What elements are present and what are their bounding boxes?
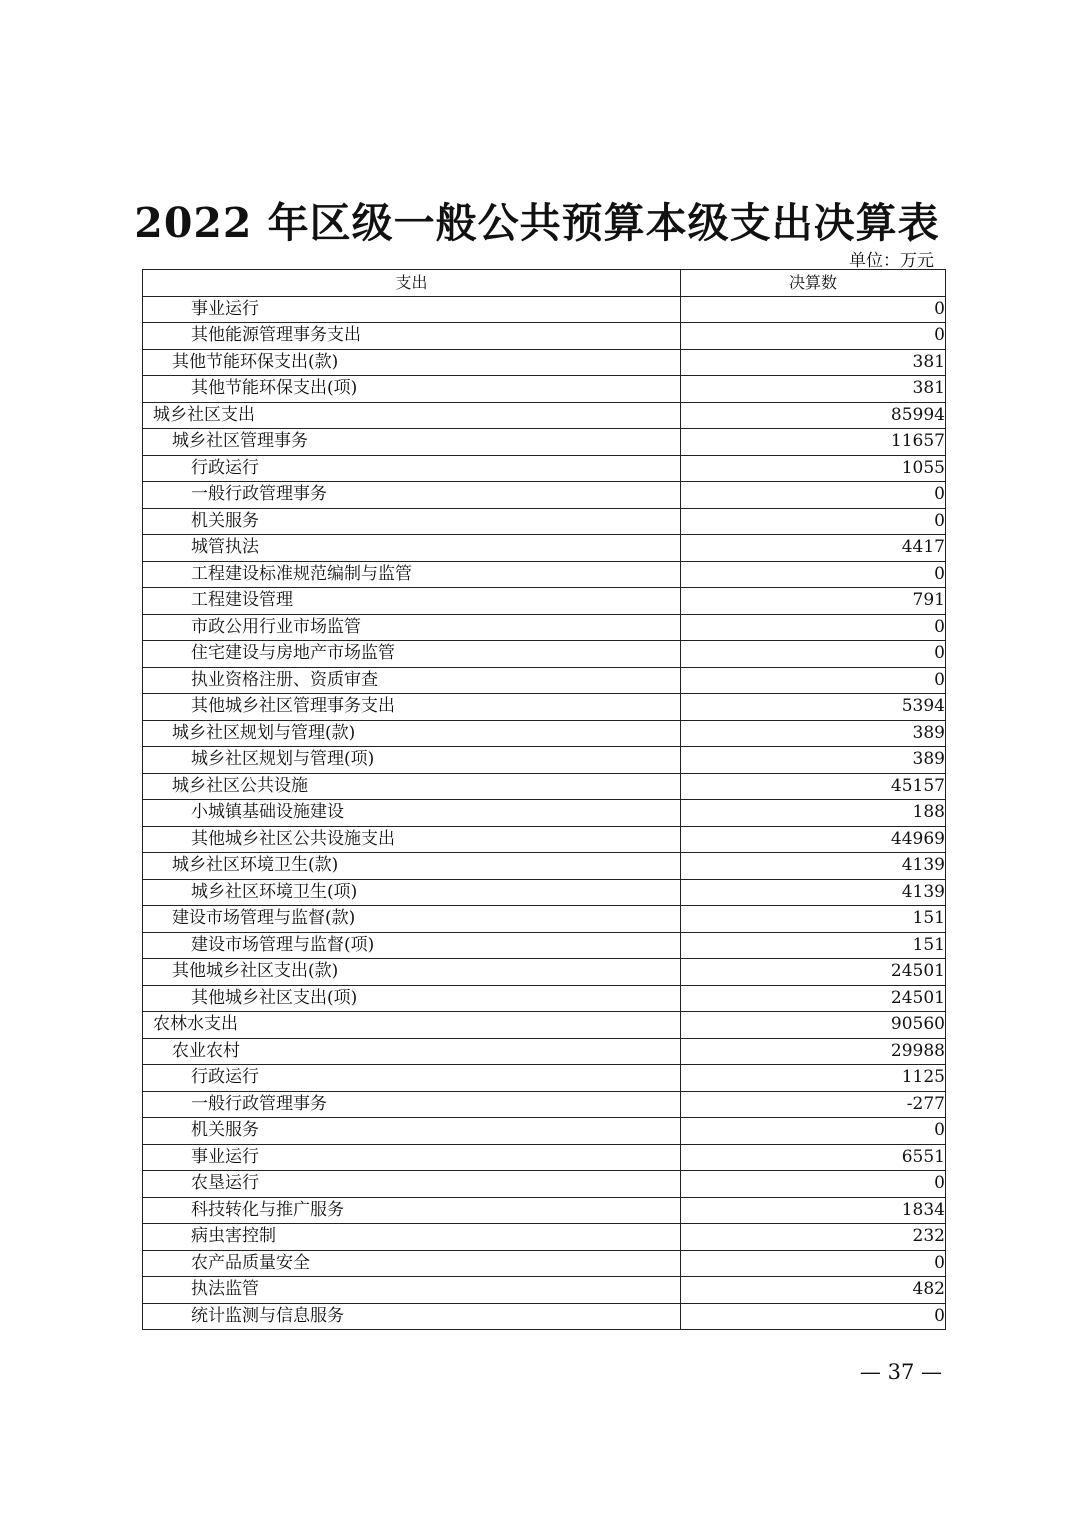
row-item-name: 农林水支出 (143, 1012, 681, 1039)
table-row (143, 1303, 946, 1330)
row-item-name: 机关服务 (143, 508, 681, 535)
row-item-value: 389 (681, 747, 946, 774)
row-item-value: 45157 (681, 773, 946, 800)
row-item-value: 482 (681, 1277, 946, 1304)
table-row (143, 1224, 946, 1251)
row-item-value: 0 (681, 296, 946, 323)
row-item-name: 其他节能环保支出(款) (143, 349, 681, 376)
row-item-name: 执法监管 (143, 1277, 681, 1304)
row-item-value: 0 (681, 1250, 946, 1277)
row-item-value: 0 (681, 508, 946, 535)
row-item-name: 机关服务 (143, 1118, 681, 1145)
table-row (143, 694, 946, 721)
row-item-value: 90560 (681, 1012, 946, 1039)
table-row (143, 1171, 946, 1198)
row-item-value: 4139 (681, 879, 946, 906)
row-item-value: 0 (681, 641, 946, 668)
row-item-name: 其他城乡社区公共设施支出 (143, 826, 681, 853)
table-row (143, 747, 946, 774)
table-row (143, 932, 946, 959)
row-item-value: 1055 (681, 455, 946, 482)
row-item-name: 行政运行 (143, 455, 681, 482)
row-item-value: 0 (681, 1303, 946, 1330)
row-item-name: 住宅建设与房地产市场监管 (143, 641, 681, 668)
table-row (143, 429, 946, 456)
row-item-name: 一般行政管理事务 (143, 482, 681, 509)
row-item-value: 4417 (681, 535, 946, 562)
row-item-value: 4139 (681, 853, 946, 880)
row-item-name: 建设市场管理与监督(项) (143, 932, 681, 959)
row-item-value: 85994 (681, 402, 946, 429)
row-item-value: 1834 (681, 1197, 946, 1224)
table-header-row (143, 270, 946, 297)
row-item-name: 执业资格注册、资质审查 (143, 667, 681, 694)
page-title: 2022 年区级一般公共预算本级支出决算表 (134, 199, 940, 247)
row-item-value: 381 (681, 349, 946, 376)
row-item-value: 0 (681, 323, 946, 350)
table-row (143, 614, 946, 641)
row-item-value: 791 (681, 588, 946, 615)
table-row (143, 323, 946, 350)
row-item-name: 工程建设管理 (143, 588, 681, 615)
table-row (143, 349, 946, 376)
table-row (143, 1091, 946, 1118)
row-item-value: 0 (681, 482, 946, 509)
row-item-value: 24501 (681, 959, 946, 986)
row-item-name: 事业运行 (143, 1144, 681, 1171)
row-item-name: 城乡社区环境卫生(款) (143, 853, 681, 880)
row-item-value: 381 (681, 376, 946, 403)
table-row (143, 879, 946, 906)
table-row (143, 773, 946, 800)
row-item-name: 建设市场管理与监督(款) (143, 906, 681, 933)
table-row (143, 1012, 946, 1039)
table-row (143, 853, 946, 880)
row-item-value: 151 (681, 932, 946, 959)
budget-table (142, 269, 946, 1330)
row-item-value: 0 (681, 561, 946, 588)
table-row (143, 588, 946, 615)
table-row (143, 800, 946, 827)
row-item-name: 城乡社区管理事务 (143, 429, 681, 456)
table-row (143, 641, 946, 668)
row-item-name: 城乡社区规划与管理(款) (143, 720, 681, 747)
row-item-name: 其他城乡社区管理事务支出 (143, 694, 681, 721)
row-item-value: -277 (681, 1091, 946, 1118)
row-item-value: 389 (681, 720, 946, 747)
row-item-name: 其他城乡社区支出(款) (143, 959, 681, 986)
row-item-name: 农业农村 (143, 1038, 681, 1065)
row-item-name: 农垦运行 (143, 1171, 681, 1198)
table-row (143, 959, 946, 986)
table-row (143, 906, 946, 933)
row-item-value: 0 (681, 667, 946, 694)
table-row (143, 1197, 946, 1224)
row-item-name: 城乡社区公共设施 (143, 773, 681, 800)
table-row (143, 535, 946, 562)
row-item-name: 其他节能环保支出(项) (143, 376, 681, 403)
table-row (143, 1277, 946, 1304)
row-item-name: 城管执法 (143, 535, 681, 562)
row-item-value: 24501 (681, 985, 946, 1012)
table-row (143, 826, 946, 853)
row-item-value: 29988 (681, 1038, 946, 1065)
row-item-name: 事业运行 (143, 296, 681, 323)
row-item-value: 0 (681, 1118, 946, 1145)
table-row (143, 508, 946, 535)
row-item-name: 城乡社区规划与管理(项) (143, 747, 681, 774)
table-row (143, 985, 946, 1012)
row-item-name: 工程建设标准规范编制与监管 (143, 561, 681, 588)
row-item-value: 5394 (681, 694, 946, 721)
row-item-value: 188 (681, 800, 946, 827)
row-item-name: 统计监测与信息服务 (143, 1303, 681, 1330)
row-item-name: 其他能源管理事务支出 (143, 323, 681, 350)
header-final-amount: 决算数 (681, 270, 946, 297)
row-item-value: 232 (681, 1224, 946, 1251)
unit-label: 单位：万元 (849, 251, 934, 271)
table-row (143, 1144, 946, 1171)
row-item-name: 科技转化与推广服务 (143, 1197, 681, 1224)
page-number: — 37 — (859, 1360, 942, 1384)
header-expenditure: 支出 (143, 270, 681, 297)
table-row (143, 667, 946, 694)
table-row (143, 455, 946, 482)
row-item-name: 其他城乡社区支出(项) (143, 985, 681, 1012)
row-item-value: 6551 (681, 1144, 946, 1171)
row-item-name: 农产品质量安全 (143, 1250, 681, 1277)
row-item-name: 市政公用行业市场监管 (143, 614, 681, 641)
table-row (143, 376, 946, 403)
table-row (143, 482, 946, 509)
table-row (143, 561, 946, 588)
row-item-name: 城乡社区环境卫生(项) (143, 879, 681, 906)
table-row (143, 720, 946, 747)
row-item-value: 0 (681, 1171, 946, 1198)
row-item-name: 行政运行 (143, 1065, 681, 1092)
table-body (143, 296, 946, 1330)
table-row (143, 1118, 946, 1145)
row-item-value: 0 (681, 614, 946, 641)
row-item-value: 151 (681, 906, 946, 933)
table-row (143, 296, 946, 323)
row-item-name: 病虫害控制 (143, 1224, 681, 1251)
row-item-value: 44969 (681, 826, 946, 853)
table-row (143, 1038, 946, 1065)
table-row (143, 1250, 946, 1277)
row-item-name: 城乡社区支出 (143, 402, 681, 429)
row-item-value: 11657 (681, 429, 946, 456)
row-item-name: 小城镇基础设施建设 (143, 800, 681, 827)
row-item-name: 一般行政管理事务 (143, 1091, 681, 1118)
row-item-value: 1125 (681, 1065, 946, 1092)
table-row (143, 1065, 946, 1092)
table-row (143, 402, 946, 429)
